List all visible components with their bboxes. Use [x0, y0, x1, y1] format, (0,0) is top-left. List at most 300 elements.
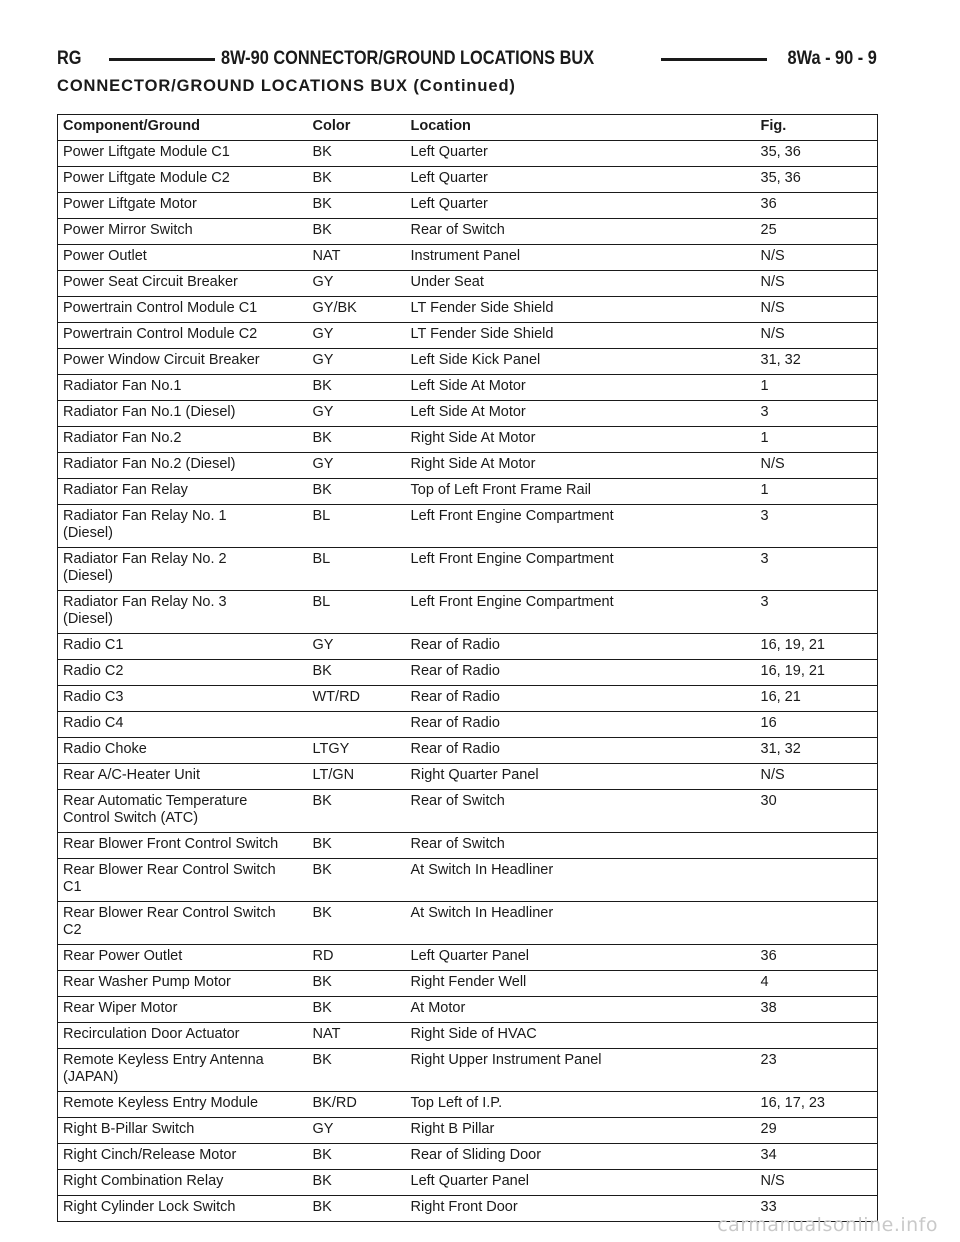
cell-location — [406, 738, 756, 764]
cell-component-text: Power Liftgate Module C1 — [63, 144, 230, 160]
cell-location-text: Under Seat — [410, 274, 484, 290]
cell-component-text: Radio C4 — [63, 715, 124, 731]
cell-location-text: At Motor — [410, 1000, 466, 1016]
cell-color — [308, 427, 406, 453]
cell-component-text: Radiator Fan No.1 (Diesel) — [63, 404, 236, 420]
table-row — [58, 479, 878, 505]
cell-location-text: Instrument Panel — [410, 248, 521, 264]
cell-fig-text: 35, 36 — [760, 170, 801, 186]
cell-color — [308, 833, 406, 859]
cell-location — [406, 297, 756, 323]
cell-component-text: Remote Keyless Entry Antenna (JAPAN) — [63, 1052, 264, 1085]
cell-color — [308, 1170, 406, 1196]
cell-color — [308, 219, 406, 245]
page-header — [57, 44, 877, 74]
cell-location-text: Rear of Switch — [410, 793, 505, 809]
cell-color-text: BK — [312, 793, 332, 809]
cell-fig-text: N/S — [760, 767, 785, 783]
cell-fig — [756, 479, 878, 505]
cell-location — [406, 686, 756, 712]
cell-fig — [756, 349, 878, 375]
cell-location-text: Rear of Radio — [410, 715, 500, 731]
table-header-row — [58, 115, 878, 141]
cell-color — [308, 1144, 406, 1170]
cell-location-text: Left Quarter Panel — [410, 1173, 529, 1189]
cell-fig-text: 16, 21 — [760, 689, 801, 705]
cell-color-text: GY — [312, 352, 334, 368]
cell-color — [308, 271, 406, 297]
cell-location — [406, 1170, 756, 1196]
cell-component-text: Radiator Fan No.2 (Diesel) — [63, 456, 236, 472]
cell-fig — [756, 712, 878, 738]
cell-component — [58, 591, 308, 634]
cell-fig — [756, 591, 878, 634]
cell-component-text: Rear Blower Front Control Switch — [63, 836, 279, 852]
cell-fig — [756, 297, 878, 323]
table-row — [58, 401, 878, 427]
header-page-number: 8Wa - 90 - 9 — [787, 48, 878, 69]
cell-color — [308, 859, 406, 902]
cell-component-text: Rear Automatic Temperature Control Switch (ATC) — [63, 793, 248, 826]
cell-component — [58, 945, 308, 971]
cell-location — [406, 427, 756, 453]
cell-component — [58, 859, 308, 902]
cell-fig-text: N/S — [760, 300, 785, 316]
cell-location-text: Rear of Radio — [410, 663, 500, 679]
cell-location — [406, 548, 756, 591]
cell-fig-text: 3 — [760, 594, 769, 610]
cell-color — [308, 193, 406, 219]
table-row — [58, 945, 878, 971]
cell-location — [406, 660, 756, 686]
table-row — [58, 505, 878, 548]
table-row — [58, 634, 878, 660]
cell-location — [406, 219, 756, 245]
table-row — [58, 859, 878, 902]
cell-color-text: NAT — [312, 248, 341, 264]
cell-location-text: At Switch In Headliner — [410, 905, 554, 921]
cell-fig-text: 4 — [760, 974, 769, 990]
cell-color — [308, 712, 406, 738]
cell-fig — [756, 427, 878, 453]
cell-color-text: GY — [312, 274, 334, 290]
cell-color — [308, 1118, 406, 1144]
table-row — [58, 660, 878, 686]
connector-location-table — [57, 114, 878, 1222]
cell-fig-text: 25 — [760, 222, 777, 238]
cell-component — [58, 790, 308, 833]
cell-location-text: Rear of Radio — [410, 689, 500, 705]
cell-fig — [756, 764, 878, 790]
table-row — [58, 686, 878, 712]
cell-fig — [756, 997, 878, 1023]
cell-component — [58, 219, 308, 245]
cell-fig — [756, 1092, 878, 1118]
cell-fig-text: 35, 36 — [760, 144, 801, 160]
cell-fig — [756, 375, 878, 401]
cell-color-text: BK — [312, 144, 332, 160]
cell-location-text: Rear of Switch — [410, 836, 505, 852]
cell-component-text: Right Combination Relay — [63, 1173, 224, 1189]
table-row — [58, 790, 878, 833]
cell-location-text: Right Side At Motor — [410, 456, 536, 472]
cell-component — [58, 1023, 308, 1049]
cell-location-text: Top Left of I.P. — [410, 1095, 503, 1111]
cell-component-text: Power Liftgate Motor — [63, 196, 197, 212]
cell-location — [406, 271, 756, 297]
cell-fig-text: 3 — [760, 404, 769, 420]
cell-fig-text: 1 — [760, 482, 769, 498]
cell-fig-text: 3 — [760, 508, 769, 524]
cell-location — [406, 375, 756, 401]
cell-color-text: BK — [312, 170, 332, 186]
cell-color-text: BK — [312, 1147, 332, 1163]
cell-component-text: Powertrain Control Module C2 — [63, 326, 258, 342]
cell-fig-text: 1 — [760, 378, 769, 394]
cell-component — [58, 1170, 308, 1196]
cell-fig-text: 31, 32 — [760, 741, 801, 757]
table-row — [58, 997, 878, 1023]
cell-color-text: GY — [312, 1121, 334, 1137]
section-subtitle: CONNECTOR/GROUND LOCATIONS BUX (Continued) — [57, 77, 516, 95]
cell-fig — [756, 1144, 878, 1170]
cell-location-text: Right B Pillar — [410, 1121, 495, 1137]
cell-location — [406, 790, 756, 833]
cell-location — [406, 1118, 756, 1144]
cell-component-text: Power Seat Circuit Breaker — [63, 274, 238, 290]
cell-location-text: Rear of Radio — [410, 637, 500, 653]
cell-location — [406, 1023, 756, 1049]
cell-fig-text: 16 — [760, 715, 777, 731]
cell-fig — [756, 1170, 878, 1196]
cell-fig — [756, 141, 878, 167]
cell-color-text: BK — [312, 378, 332, 394]
cell-location — [406, 591, 756, 634]
cell-location-text: Rear of Radio — [410, 741, 500, 757]
cell-component-text: Power Window Circuit Breaker — [63, 352, 260, 368]
cell-location — [406, 1196, 756, 1222]
cell-component-text: Right Cylinder Lock Switch — [63, 1199, 236, 1215]
cell-color-text: BK — [312, 663, 332, 679]
column-header-color: Color — [308, 115, 406, 141]
cell-fig-text: N/S — [760, 326, 785, 342]
cell-location — [406, 971, 756, 997]
cell-color — [308, 634, 406, 660]
cell-fig — [756, 245, 878, 271]
cell-color — [308, 997, 406, 1023]
cell-color-text: NAT — [312, 1026, 341, 1042]
cell-component-text: Rear Blower Rear Control Switch C1 — [63, 862, 276, 895]
cell-component-text: Rear Power Outlet — [63, 948, 183, 964]
cell-fig — [756, 902, 878, 945]
table-row — [58, 1092, 878, 1118]
table-row — [58, 712, 878, 738]
cell-fig — [756, 505, 878, 548]
cell-fig-text: 1 — [760, 430, 769, 446]
cell-component — [58, 375, 308, 401]
cell-color-text: BL — [312, 594, 331, 610]
cell-location-text: Left Side At Motor — [410, 378, 526, 394]
watermark-text: carmanualsonline.info — [717, 1214, 938, 1236]
cell-fig — [756, 193, 878, 219]
cell-color — [308, 453, 406, 479]
cell-color — [308, 971, 406, 997]
cell-color-text: GY — [312, 404, 334, 420]
cell-fig — [756, 1023, 878, 1049]
cell-location — [406, 902, 756, 945]
cell-location-text: LT Fender Side Shield — [410, 300, 554, 316]
table-row — [58, 271, 878, 297]
cell-color — [308, 764, 406, 790]
table-row — [58, 349, 878, 375]
table-row — [58, 375, 878, 401]
cell-location-text: Right Fender Well — [410, 974, 527, 990]
cell-location-text: Left Quarter — [410, 170, 488, 186]
cell-color — [308, 401, 406, 427]
cell-component — [58, 297, 308, 323]
cell-color — [308, 660, 406, 686]
cell-color — [308, 141, 406, 167]
cell-location-text: Left Quarter — [410, 196, 488, 212]
cell-color — [308, 1049, 406, 1092]
table-row — [58, 833, 878, 859]
cell-component-text: Radiator Fan No.1 — [63, 378, 182, 394]
cell-color — [308, 375, 406, 401]
cell-fig — [756, 686, 878, 712]
cell-component — [58, 141, 308, 167]
cell-component-text: Radiator Fan No.2 — [63, 430, 182, 446]
cell-color — [308, 349, 406, 375]
cell-location — [406, 453, 756, 479]
cell-component-text: Radiator Fan Relay No. 1 (Diesel) — [63, 508, 227, 541]
cell-fig-text: 3 — [760, 551, 769, 567]
cell-fig-text: 38 — [760, 1000, 777, 1016]
cell-color — [308, 167, 406, 193]
table-row — [58, 902, 878, 945]
column-header-fig: Fig. — [756, 115, 878, 141]
cell-location-text: Right Front Door — [410, 1199, 518, 1215]
table-row — [58, 591, 878, 634]
table-row — [58, 1049, 878, 1092]
cell-color-text: LT/GN — [312, 767, 355, 783]
cell-color-text: GY — [312, 456, 334, 472]
cell-color-text: GY/BK — [312, 300, 357, 316]
cell-location — [406, 245, 756, 271]
cell-component — [58, 971, 308, 997]
cell-component — [58, 193, 308, 219]
cell-location — [406, 323, 756, 349]
cell-color-text: RD — [312, 948, 334, 964]
cell-component — [58, 712, 308, 738]
cell-color — [308, 323, 406, 349]
cell-color — [308, 902, 406, 945]
header-rule-left — [109, 58, 215, 61]
cell-component-text: Power Mirror Switch — [63, 222, 193, 238]
cell-color-text: BK — [312, 1052, 332, 1068]
cell-fig-text: 34 — [760, 1147, 777, 1163]
cell-component-text: Radio C3 — [63, 689, 124, 705]
cell-color — [308, 548, 406, 591]
cell-color-text: BK — [312, 430, 332, 446]
cell-fig-text: 16, 17, 23 — [760, 1095, 825, 1111]
cell-component — [58, 833, 308, 859]
cell-component — [58, 323, 308, 349]
cell-fig — [756, 1118, 878, 1144]
cell-component — [58, 453, 308, 479]
cell-component — [58, 271, 308, 297]
cell-color — [308, 591, 406, 634]
cell-location-text: Top of Left Front Frame Rail — [410, 482, 592, 498]
cell-fig — [756, 660, 878, 686]
table-row — [58, 323, 878, 349]
cell-component — [58, 1196, 308, 1222]
cell-fig-text: N/S — [760, 274, 785, 290]
cell-component-text: Rear A/C-Heater Unit — [63, 767, 200, 783]
cell-color — [308, 1092, 406, 1118]
cell-color-text: BK/RD — [312, 1095, 357, 1111]
cell-component — [58, 505, 308, 548]
cell-fig — [756, 219, 878, 245]
cell-color — [308, 686, 406, 712]
cell-location — [406, 1049, 756, 1092]
cell-fig — [756, 271, 878, 297]
cell-location-text: Left Front Engine Compartment — [410, 594, 614, 610]
cell-fig — [756, 634, 878, 660]
cell-color-text: BK — [312, 1173, 332, 1189]
table-row — [58, 764, 878, 790]
cell-fig — [756, 453, 878, 479]
cell-component — [58, 548, 308, 591]
cell-component — [58, 902, 308, 945]
cell-component — [58, 738, 308, 764]
cell-color-text: BK — [312, 836, 332, 852]
cell-component-text: Radiator Fan Relay — [63, 482, 188, 498]
cell-component-text: Power Outlet — [63, 248, 147, 264]
cell-location-text: Rear of Sliding Door — [410, 1147, 542, 1163]
cell-component — [58, 349, 308, 375]
cell-color — [308, 1196, 406, 1222]
cell-component — [58, 1144, 308, 1170]
cell-location-text: Right Side At Motor — [410, 430, 536, 446]
cell-location — [406, 997, 756, 1023]
cell-color — [308, 738, 406, 764]
cell-component — [58, 427, 308, 453]
cell-location — [406, 859, 756, 902]
cell-component-text: Right Cinch/Release Motor — [63, 1147, 237, 1163]
table-row — [58, 1118, 878, 1144]
cell-location — [406, 349, 756, 375]
table-row — [58, 141, 878, 167]
header-title: 8W-90 CONNECTOR/GROUND LOCATIONS BUX — [221, 48, 595, 69]
cell-component — [58, 401, 308, 427]
cell-fig-text: 33 — [760, 1199, 777, 1215]
cell-component-text: Recirculation Door Actuator — [63, 1026, 240, 1042]
table-row — [58, 193, 878, 219]
table-row — [58, 1023, 878, 1049]
cell-color-text: BK — [312, 862, 332, 878]
cell-color-text: BK — [312, 905, 332, 921]
cell-component — [58, 660, 308, 686]
cell-component-text: Powertrain Control Module C1 — [63, 300, 258, 316]
cell-color-text: BK — [312, 482, 332, 498]
cell-location-text: Right Upper Instrument Panel — [410, 1052, 602, 1068]
cell-color-text: BK — [312, 974, 332, 990]
table-row — [58, 453, 878, 479]
cell-component — [58, 1049, 308, 1092]
cell-color — [308, 505, 406, 548]
cell-location — [406, 167, 756, 193]
cell-component-text: Right B-Pillar Switch — [63, 1121, 195, 1137]
cell-color-text: BK — [312, 196, 332, 212]
cell-location-text: Left Front Engine Compartment — [410, 551, 614, 567]
cell-location-text: LT Fender Side Shield — [410, 326, 554, 342]
cell-location — [406, 479, 756, 505]
cell-location — [406, 505, 756, 548]
table-row — [58, 219, 878, 245]
cell-location-text: Left Quarter — [410, 144, 488, 160]
cell-fig-text: 29 — [760, 1121, 777, 1137]
cell-component — [58, 245, 308, 271]
cell-location-text: Left Front Engine Compartment — [410, 508, 614, 524]
cell-color-text: BK — [312, 1000, 332, 1016]
column-header-location: Location — [406, 115, 756, 141]
table-row — [58, 548, 878, 591]
cell-color — [308, 790, 406, 833]
cell-location — [406, 764, 756, 790]
cell-component-text: Radiator Fan Relay No. 3 (Diesel) — [63, 594, 227, 627]
cell-location — [406, 833, 756, 859]
cell-fig-text: 36 — [760, 948, 777, 964]
cell-location-text: Rear of Switch — [410, 222, 505, 238]
cell-component-text: Radiator Fan Relay No. 2 (Diesel) — [63, 551, 227, 584]
cell-location — [406, 634, 756, 660]
cell-fig — [756, 859, 878, 902]
cell-location — [406, 193, 756, 219]
cell-color-text: GY — [312, 326, 334, 342]
cell-location — [406, 401, 756, 427]
cell-fig — [756, 790, 878, 833]
table-row — [58, 1170, 878, 1196]
cell-fig — [756, 167, 878, 193]
cell-location — [406, 1092, 756, 1118]
cell-location — [406, 1144, 756, 1170]
cell-fig — [756, 945, 878, 971]
cell-component — [58, 1118, 308, 1144]
cell-fig-text: 23 — [760, 1052, 777, 1068]
cell-fig-text: 16, 19, 21 — [760, 663, 825, 679]
cell-component-text: Rear Washer Pump Motor — [63, 974, 231, 990]
header-rule-right — [661, 58, 767, 61]
cell-component-text: Radio C1 — [63, 637, 124, 653]
cell-location-text: Left Quarter Panel — [410, 948, 529, 964]
cell-location-text: At Switch In Headliner — [410, 862, 554, 878]
table-row — [58, 1144, 878, 1170]
cell-component — [58, 764, 308, 790]
cell-component-text: Radio C2 — [63, 663, 124, 679]
cell-color — [308, 297, 406, 323]
cell-component-text: Radio Choke — [63, 741, 147, 757]
cell-fig — [756, 971, 878, 997]
cell-fig — [756, 833, 878, 859]
table-row — [58, 245, 878, 271]
cell-color — [308, 1023, 406, 1049]
cell-color-text: LTGY — [312, 741, 350, 757]
cell-location-text: Right Quarter Panel — [410, 767, 539, 783]
cell-component-text: Rear Wiper Motor — [63, 1000, 178, 1016]
cell-fig-text: N/S — [760, 1173, 785, 1189]
cell-component-text: Remote Keyless Entry Module — [63, 1095, 259, 1111]
cell-component — [58, 479, 308, 505]
